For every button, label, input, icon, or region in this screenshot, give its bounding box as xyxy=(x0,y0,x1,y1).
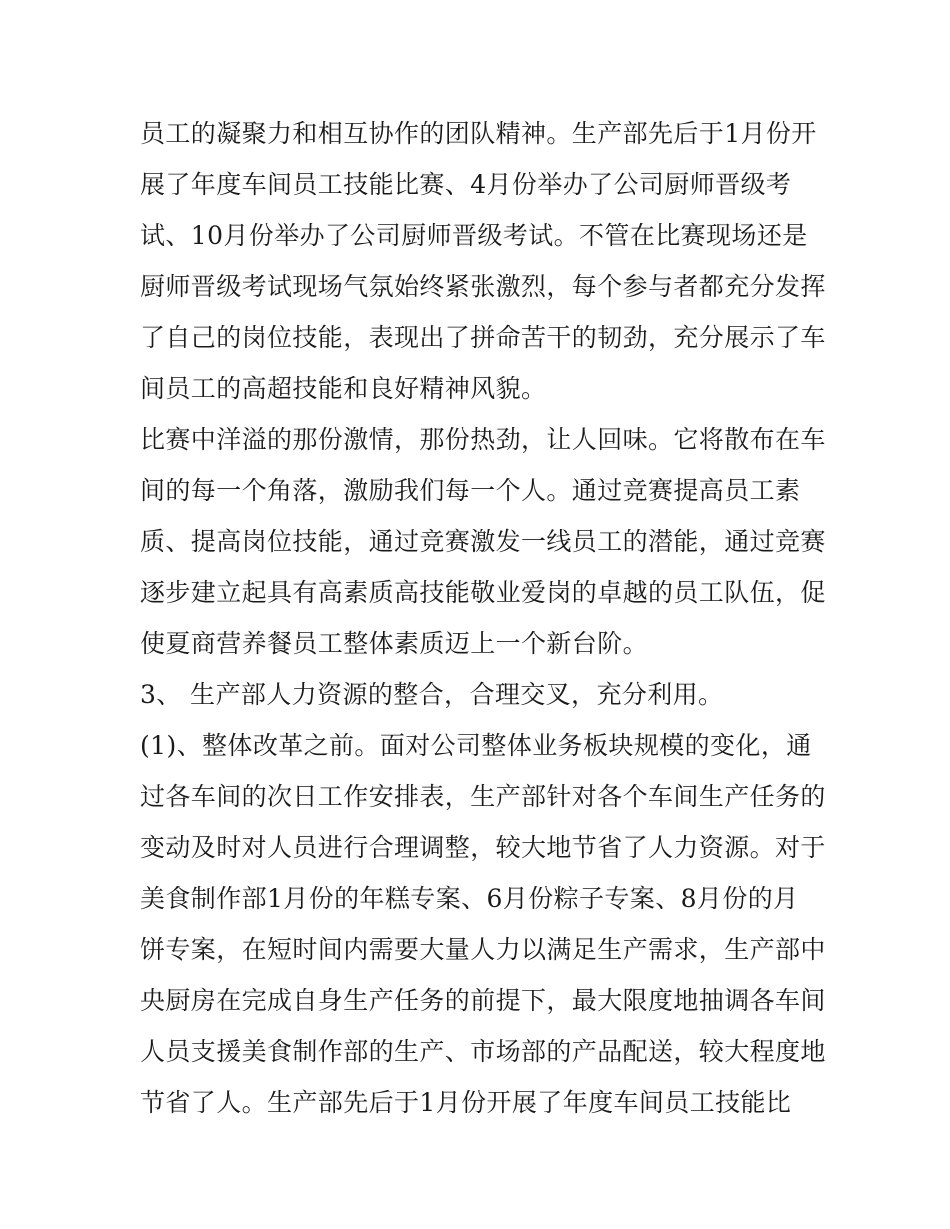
text-line: 间的每一个角落，激励我们每一个人。通过竞赛提高员工素 xyxy=(140,476,801,505)
text-line: 饼专案，在短时间内需要大量人力以满足生产需求，生产部中 xyxy=(140,935,826,964)
text-line: 员工的凝聚力和相互协作的团队精神。生产部先后于1月份开 xyxy=(140,119,817,148)
text-line: 过各车间的次日工作安排表，生产部针对各个车间生产任务的 xyxy=(140,782,826,811)
text-line: 美食制作部1月份的年糕专案、6月份粽子专案、8月份的月 xyxy=(140,884,799,913)
text-line: 质、提高岗位技能，通过竞赛激发一线员工的潜能，通过竞赛 xyxy=(140,527,826,556)
text-line: 间员工的高超技能和良好精神风貌。 xyxy=(140,374,547,403)
text-line: 逐步建立起具有高素质高技能敬业爱岗的卓越的员工队伍，促 xyxy=(140,578,826,607)
text-line: 使夏商营养餐员工整体素质迈上一个新台阶。 xyxy=(140,629,649,658)
text-line: 变动及时对人员进行合理调整，较大地节省了人力资源。对于 xyxy=(140,833,826,862)
text-line: (1)、整体改革之前。面对公司整体业务板块规模的变化，通 xyxy=(140,731,812,760)
text-line: 展了年度车间员工技能比赛、4月份举办了公司厨师晋级考 xyxy=(140,170,792,199)
text-line: 了自己的岗位技能，表现出了拼命苦干的韧劲，充分展示了车 xyxy=(140,323,826,352)
text-line: 央厨房在完成自身生产任务的前提下，最大限度地抽调各车间 xyxy=(140,986,826,1015)
text-line: 节省了人。生产部先后于1月份开展了年度车间员工技能比 xyxy=(140,1088,792,1117)
text-line: 人员支援美食制作部的生产、市场部的产品配送，较大程度地 xyxy=(140,1037,826,1066)
text-line: 厨师晋级考试现场气氛始终紧张激烈，每个参与者都充分发挥 xyxy=(140,272,826,301)
text-line: 试、10月份举办了公司厨师晋级考试。不管在比赛现场还是 xyxy=(140,221,808,250)
body-text xyxy=(140,108,826,1128)
text-line: 比赛中洋溢的那份激情，那份热劲，让人回味。它将散布在车 xyxy=(140,425,826,454)
section-heading: 3、 生产部人力资源的整合，合理交叉，充分利用。 xyxy=(140,680,724,709)
